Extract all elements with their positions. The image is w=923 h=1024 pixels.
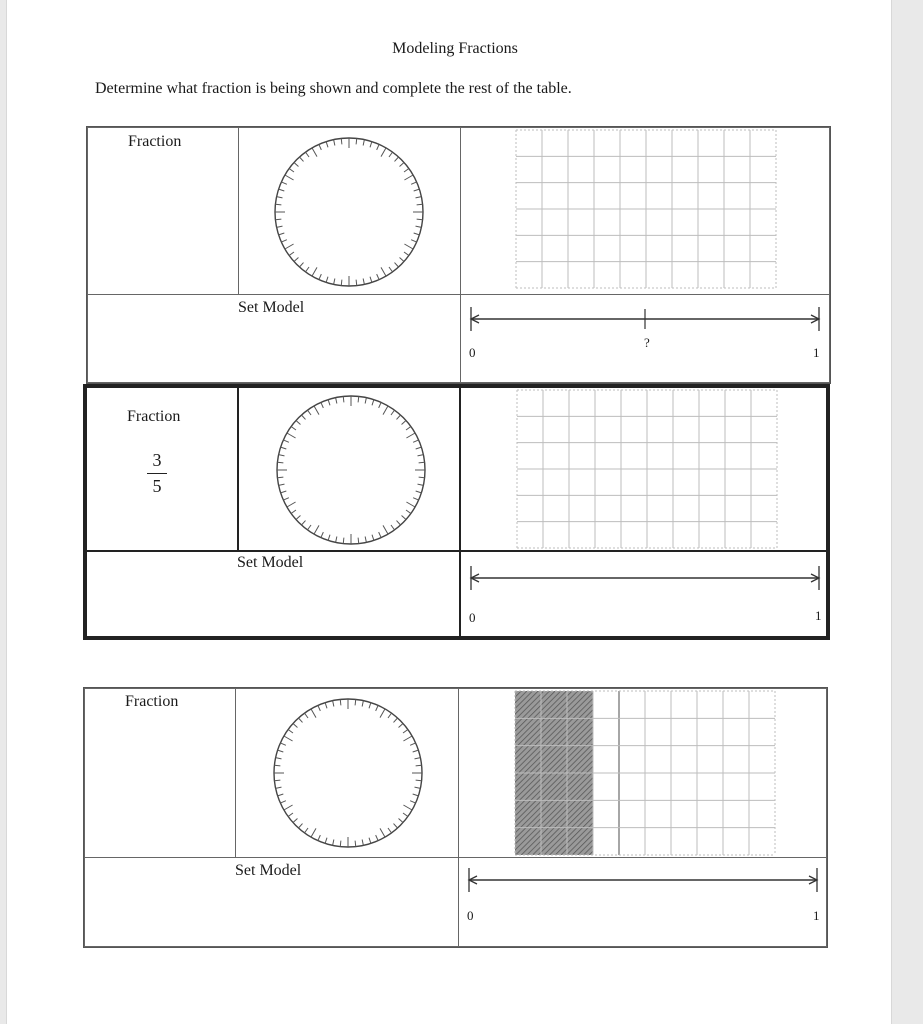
clock-tick: [312, 148, 317, 157]
number-line-start-label: 0: [469, 610, 476, 625]
clock-tick: [279, 455, 285, 456]
clock-tick: [400, 258, 404, 262]
fraction-value: [147, 450, 167, 497]
instructions: Determine what fraction is being shown and complete the rest of the table.: [95, 80, 572, 97]
clock-tick: [280, 801, 285, 803]
clock-tick: [293, 723, 297, 727]
clock-tick: [416, 780, 422, 781]
clock-model-cell: [235, 688, 459, 858]
clock-tick: [277, 477, 283, 478]
number-line-mark-label: ?: [644, 335, 650, 350]
clock-tick: [395, 263, 399, 267]
clock-tick: [328, 535, 330, 541]
clock-tick: [402, 516, 406, 520]
clock-tick: [391, 410, 395, 415]
fraction-table-1: [86, 126, 831, 384]
grid-model-cell: [460, 127, 830, 295]
clock-tick: [399, 819, 403, 823]
clock-tick: [281, 240, 286, 242]
clock-tick: [377, 144, 379, 149]
clock-tick: [417, 219, 423, 220]
number-line-start-label: 0: [469, 345, 476, 360]
clock-tick: [279, 484, 285, 485]
clock-tick: [369, 838, 371, 844]
clock-tick: [301, 415, 305, 419]
clock-tick: [372, 535, 374, 541]
clock-tick: [379, 532, 381, 537]
clock-tick: [343, 396, 344, 402]
clock-tick: [414, 189, 420, 191]
clock-tick: [321, 402, 323, 407]
clock-tick: [419, 477, 425, 478]
clock-tick: [277, 226, 283, 227]
clock-tick: [326, 142, 328, 148]
clock-tick: [277, 462, 283, 463]
clock-tick: [289, 252, 294, 256]
clock-tick: [383, 525, 388, 534]
clock-tick: [418, 484, 424, 485]
clock-tick: [299, 263, 303, 267]
clock-tick: [415, 758, 421, 759]
clock-tick: [328, 400, 330, 406]
fraction-label: Fraction: [127, 408, 181, 425]
clock-tick: [365, 537, 366, 543]
clock-tick: [397, 415, 401, 419]
clock-tick: [416, 447, 422, 449]
clock-tick: [298, 718, 302, 722]
clock-tick: [416, 197, 422, 198]
number-line-end-label: 1: [813, 345, 820, 360]
clock-tick: [370, 277, 372, 283]
grid-model: [517, 390, 777, 548]
clock-tick: [415, 787, 421, 788]
clock-tick: [379, 402, 381, 407]
grid-model-cell: [458, 688, 827, 858]
clock-tick: [363, 140, 364, 146]
clock-tick: [363, 279, 364, 285]
clock-tick: [308, 525, 312, 530]
clock-tick: [340, 699, 341, 705]
number-line: [465, 558, 825, 598]
grid-model: [516, 130, 776, 288]
clock-tick: [381, 148, 386, 157]
fraction-label: Fraction: [128, 133, 182, 150]
clock-tick: [301, 521, 305, 525]
clock-tick: [334, 140, 335, 146]
clock-tick: [278, 794, 284, 796]
clock-tick: [289, 169, 294, 173]
set-model-cell: [85, 550, 461, 638]
clock-tick: [389, 267, 393, 272]
clock-tick: [274, 780, 280, 781]
clock-tick: [389, 152, 393, 157]
clock-tick: [299, 157, 303, 161]
grid-model-cell: [459, 386, 828, 552]
set-model-cell: [84, 857, 459, 947]
clock-tick: [397, 521, 401, 525]
clock-tick: [391, 525, 395, 530]
fraction-label: Fraction: [125, 693, 179, 710]
clock-tick: [291, 510, 296, 514]
clock-tick: [404, 175, 413, 180]
clock-tick: [284, 805, 293, 810]
clock-tick: [281, 182, 286, 184]
clock-tick: [319, 274, 321, 279]
clock-tick: [325, 703, 327, 709]
clock-model-cell: [237, 386, 461, 552]
clock-tick: [343, 538, 344, 544]
clock-tick: [296, 516, 300, 520]
clock-tick: [285, 244, 294, 249]
fraction-cell: [87, 127, 239, 295]
clock-tick: [404, 169, 409, 173]
clock-tick: [284, 736, 293, 741]
clock-tick: [404, 252, 409, 256]
clock-tick: [274, 765, 280, 766]
clock-tick: [334, 279, 335, 285]
clock-tick: [336, 537, 337, 543]
number-line-end-label: 1: [815, 608, 822, 623]
clock-tick: [413, 794, 419, 796]
clock-tick: [394, 718, 398, 722]
number-line-cell: [459, 550, 828, 638]
clock-tick: [318, 705, 320, 710]
clock-tick: [403, 813, 408, 817]
clock-model-cell: [238, 127, 461, 295]
clock-tick: [319, 144, 321, 149]
clock-tick: [365, 398, 366, 404]
clock-tick: [277, 197, 283, 198]
fraction-numerator: 3: [152, 450, 162, 470]
set-model-label: Set Model: [238, 299, 305, 316]
set-model-label: Set Model: [235, 862, 302, 879]
set-model-label: Set Model: [237, 554, 304, 571]
clock-tick: [410, 743, 415, 745]
clock-tick: [283, 440, 288, 442]
fraction-cell: [85, 386, 239, 552]
clock-tick: [305, 713, 309, 718]
clock-tick: [402, 420, 406, 424]
clock-tick: [311, 709, 316, 718]
clock-tick: [312, 267, 317, 276]
clock-tick: [281, 447, 287, 449]
number-line: [463, 860, 823, 900]
fraction-table-3: [83, 687, 828, 948]
clock-tick: [326, 277, 328, 283]
clock-tick: [296, 420, 300, 424]
clock-tick: [403, 736, 412, 741]
clock-tick: [413, 440, 418, 442]
clock-tick: [305, 828, 309, 833]
clock-tick: [404, 244, 413, 249]
clock-tick: [355, 841, 356, 847]
clock-tick: [278, 750, 284, 752]
clock-tick: [388, 828, 392, 833]
fraction-cell: [84, 688, 236, 858]
clock-tick: [403, 730, 408, 734]
clock-tick: [400, 162, 404, 166]
clock-tick: [416, 491, 422, 493]
clock-tick: [283, 498, 288, 500]
clock-tick: [287, 502, 296, 507]
clock-tick: [358, 396, 359, 402]
clock-tick: [293, 819, 297, 823]
clock-tick: [291, 427, 296, 431]
clock-tick: [388, 713, 392, 718]
clock-tick: [406, 433, 415, 438]
clock-tick: [356, 138, 357, 144]
clock-tick: [358, 538, 359, 544]
clock-tick: [362, 701, 363, 707]
clock-tick: [416, 226, 422, 227]
clock-tick: [311, 828, 316, 837]
clock-tick: [406, 502, 415, 507]
clock-tick: [314, 525, 319, 534]
grid-model: [515, 691, 775, 855]
clock-tick: [321, 532, 323, 537]
fraction-denominator: 5: [152, 476, 162, 496]
worksheet-page: [6, 0, 892, 1024]
clock-tick: [376, 705, 378, 710]
clock-tick: [285, 175, 294, 180]
clock-tick: [318, 835, 320, 840]
set-model-cell: [87, 294, 461, 383]
clock-tick: [336, 398, 337, 404]
clock-tick: [370, 142, 372, 148]
clock-tick: [341, 138, 342, 144]
fraction-table-2: [83, 384, 830, 640]
clock-tick: [333, 701, 334, 707]
clock-tick: [355, 699, 356, 705]
clock-tick: [376, 835, 378, 840]
clock-tick: [418, 455, 424, 456]
clock-circle: [271, 390, 431, 550]
clock-tick: [395, 157, 399, 161]
clock-tick: [381, 267, 386, 276]
clock-tick: [380, 709, 385, 718]
clock-tick: [356, 280, 357, 286]
clock-tick: [333, 840, 334, 846]
page-title: Modeling Fractions: [392, 40, 518, 57]
clock-tick: [413, 750, 419, 752]
clock-tick: [306, 267, 310, 272]
clock-tick: [414, 233, 420, 235]
clock-tick: [275, 219, 281, 220]
clock-tick: [380, 828, 385, 837]
number-line-cell: [458, 857, 827, 947]
fraction-bar: [147, 473, 167, 474]
clock-tick: [377, 274, 379, 279]
clock-tick: [276, 787, 282, 788]
clock-tick: [306, 152, 310, 157]
number-line-cell: [460, 294, 830, 383]
clock-tick: [288, 730, 293, 734]
clock-tick: [419, 462, 425, 463]
clock-tick: [288, 813, 293, 817]
clock-tick: [275, 204, 281, 205]
clock-tick: [314, 406, 319, 415]
clock-tick: [294, 258, 298, 262]
clock-tick: [410, 801, 415, 803]
clock-tick: [287, 433, 296, 438]
clock-tick: [279, 189, 285, 191]
number-line-start-label: 0: [467, 908, 474, 923]
clock-tick: [406, 510, 411, 514]
clock-circle: [268, 693, 428, 853]
clock-tick: [294, 162, 298, 166]
clock-tick: [298, 824, 302, 828]
clock-tick: [413, 498, 418, 500]
clock-tick: [403, 805, 412, 810]
clock-tick: [416, 765, 422, 766]
clock-tick: [369, 703, 371, 709]
clock-tick: [399, 723, 403, 727]
clock-circle: [269, 132, 429, 292]
clock-tick: [362, 840, 363, 846]
clock-tick: [383, 406, 388, 415]
clock-tick: [406, 427, 411, 431]
clock-tick: [372, 400, 374, 406]
clock-tick: [411, 182, 416, 184]
number-line-end-label: 1: [813, 908, 820, 923]
clock-tick: [325, 838, 327, 844]
clock-tick: [411, 240, 416, 242]
clock-tick: [417, 204, 423, 205]
clock-tick: [308, 410, 312, 415]
clock-tick: [276, 758, 282, 759]
clock-tick: [281, 491, 287, 493]
clock-tick: [280, 743, 285, 745]
clock-tick: [279, 233, 285, 235]
clock-tick: [341, 280, 342, 286]
clock-tick: [340, 841, 341, 847]
clock-tick: [394, 824, 398, 828]
number-line: [465, 299, 825, 339]
